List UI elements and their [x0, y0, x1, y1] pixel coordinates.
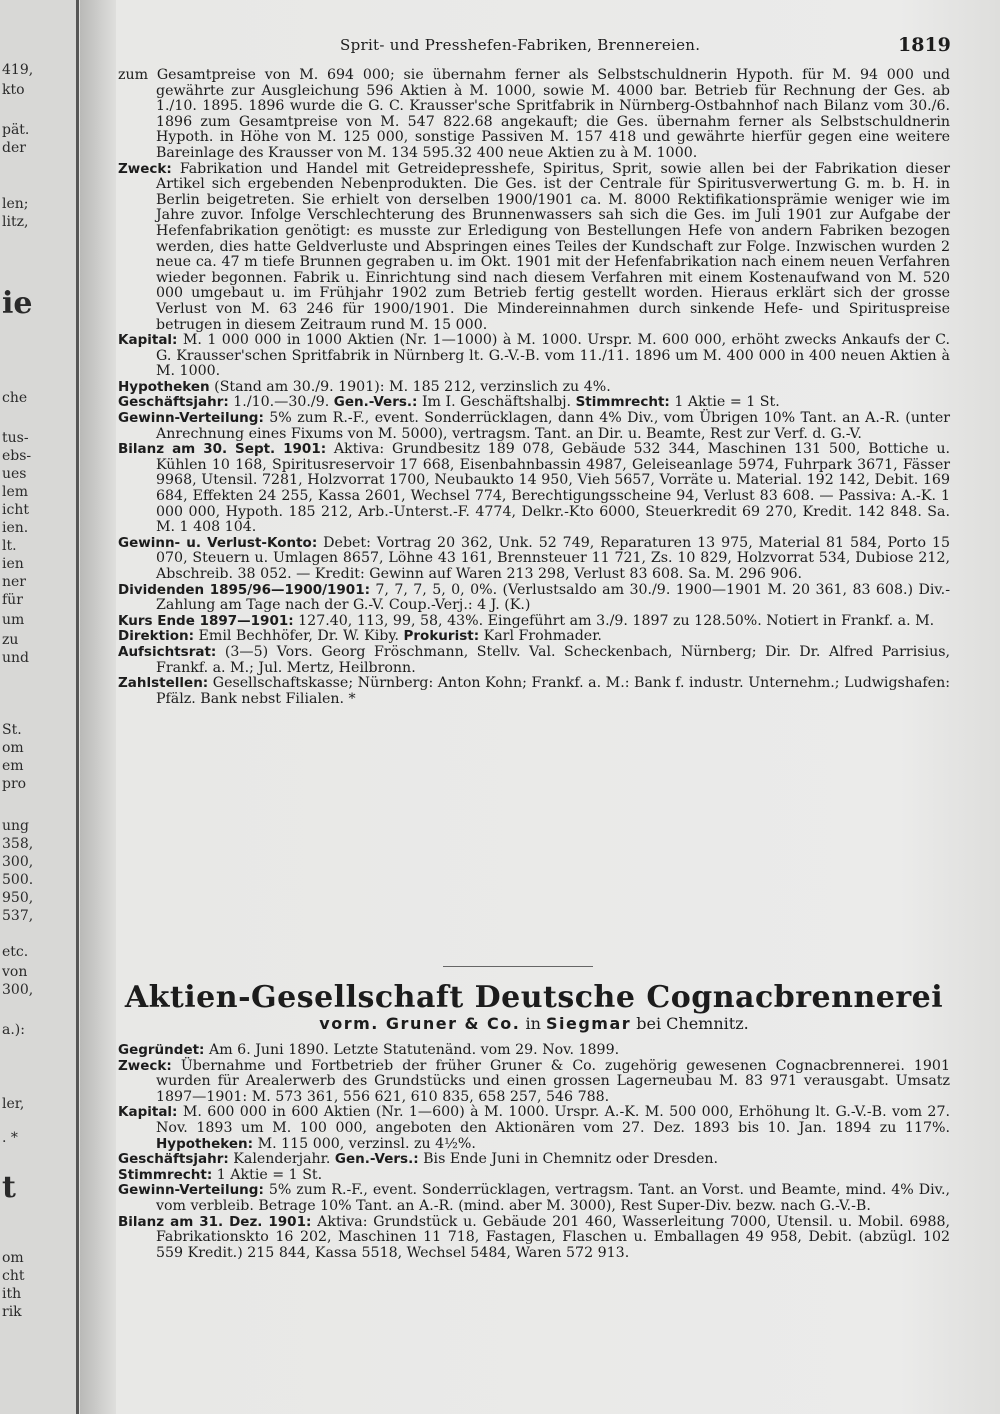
- subtitle-in: in: [525, 1014, 541, 1033]
- gutter-fragment: St.: [2, 722, 22, 738]
- gutter-fragment: litz,: [2, 214, 29, 230]
- gutter-fragment: um: [2, 612, 25, 628]
- gutter-fragment: cht: [2, 1268, 25, 1284]
- geschaeftsjahr-paragraph: Geschäftsjahr: 1./10.—30./9. Gen.-Vers.: Im I. Geschäftshalbj. Stimmrecht: 1 Aktie = 1 St.: [118, 394, 780, 411]
- gutter-fragment: 300,: [2, 854, 34, 870]
- direktion-paragraph: Direktion: Emil Bechhöfer, Dr. W. Kiby. Prokurist: Karl Frohmader.: [118, 628, 602, 645]
- zweck-paragraph: Zweck: Fabrikation und Handel mit Getreidepresshefe, Spiritus, Sprit, sowie allen bei der Fabrikation dieser Artikel sich ergebenden Nebenprodukten. Die Ges. ist der Centrale für Spiritusverwertung G. m. b. H. in Berlin beigetreten. Sie erhielt von derselben 1900/1901 ca. M. 8000 Rektifikationsprämie weniger wie im Jahre zuvor. Infolge Verschlechterung des Brunnenwassers sah sich die Ges. im Juli 1901 zur Aufgabe der Hefenfabrikation genötigt: es musste zur Erledigung von Bestellungen Hefe von andern Fabriken bezogen werden, dies hatte Geldverluste und Abspringen eines Teiles der Kundschaft zur Folge. Inzwischen wurden 2 neue ca. 47 m tiefe Brunnen gegraben u. im Okt. 1901 mit der Hefenfabrikation nach einem neuen Verfahren wieder begonnen. Fabrik u. Einrichtung sind nach diesem Verfahren mit einem Kostenaufwand von M. 520 000 umgebaut u. im Frühjahr 1902 zum Betrieb fertig gestellt worden. Hieraus erklärt sich der grosse Verlust von M. 63 246 für 1900/1901. Die Mindereinnahmen durch sinkende Hefe- und Spirituspreise betrugen in diesem Zeitraum rund M. 15 000.: [118, 160, 950, 333]
- gutter-fragment: che: [2, 390, 28, 406]
- gutter-fragment: 358,: [2, 836, 34, 852]
- gutter-fragment: pro: [2, 776, 27, 792]
- running-header: Sprit- und Presshefen-Fabriken, Brennereien.: [340, 36, 701, 54]
- gutter-fragment: 500.: [2, 872, 34, 888]
- aufsichtsrat-paragraph: Aufsichtsrat: (3—5) Vors. Georg Fröschmann, Stellv. Val. Scheckenbach, Nürnberg; Dir. Dr. Alfred Parrisius, Frankf. a. M.; Jul. Mertz, Heilbronn.: [118, 643, 950, 676]
- gutter-fragment: tus-: [2, 430, 29, 446]
- guv-paragraph: Gewinn- u. Verlust-Konto: Debet: Vortrag 20 362, Unk. 52 749, Reparaturen 13 975, Material 81 584, Porto 15 070, Steuern u. Umlagen 8657, Löhne 43 161, Brennsteuer 11 721, Zs. 10 829, Holzvorrat 534, Dubiose 212, Abschreib. 38 052. — Kredit: Gewinn auf Waren 213 298, Verlust 83 608. Sa. M. 296 906.: [118, 534, 950, 582]
- gutter-fragment: ie: [2, 286, 33, 321]
- gutter-fragment: kto: [2, 82, 25, 98]
- gutter-fragment: 300,: [2, 982, 34, 998]
- hypotheken-paragraph: Hypotheken (Stand am 30./9. 1901): M. 185 212, verzinslich zu 4%.: [118, 378, 611, 395]
- gegruendet-paragraph: Gegründet: Am 6. Juni 1890. Letzte Statutenänd. vom 29. Nov. 1899.: [118, 1042, 620, 1058]
- geschaeftsjahr-paragraph: Geschäftsjahr: Kalenderjahr. Gen.-Vers.: Bis Ende Juni in Chemnitz oder Dresden.: [118, 1151, 719, 1168]
- gutter-fragment: icht: [2, 502, 29, 518]
- gutter-fragment: ebs-: [2, 448, 32, 464]
- left-page-edge: [0, 0, 79, 1414]
- intro-paragraph: zum Gesamtpreise von M. 694 000; sie übernahm ferner als Selbstschuldnerin Hypoth. für M. 94 000 und gewährte zur Ausgleichung 596 Aktien à M. 1000, sowie M. 4000 bar. Betrieb für Rechnung der Ges. ab 1./10. 1895. 1896 wurde die G. C. Krausser'sche Spritfabrik in Nürnberg-Ostbahnhof nach Bilanz vom 30./6. 1896 zum Gesamtpreise von M. 547 822.68 angekauft; die Ges. übernahm ferner als Selbstschuldnerin Hypoth. in Höhe von M. 125 000, sonstige Passiven M. 157 418 und gewährte hierfür gegen eine weitere Bareinlage des Krausser von M. 134 595.32 400 neue Aktien zu à M. 1000.: [118, 67, 950, 161]
- zweck-paragraph: Zweck: Übernahme und Fortbetrieb der früher Gruner & Co. zugehörig gewesenen Cognacbrennerei. 1901 wurden für Arealerwerb des Grundstücks und einen grossen Lagerneubau M. 83 971 verausgabt. Umsatz 1897—1901: M. 573 361, 556 621, 610 835, 658 257, 546 788.: [118, 1057, 950, 1105]
- entry-cognacbrennerei: [118, 1043, 950, 1261]
- entry-continued: [118, 68, 950, 707]
- gutter-fragment: ien: [2, 556, 24, 572]
- gutter-fragment: ues: [2, 466, 27, 482]
- gutter-fragment: rik: [2, 1304, 22, 1320]
- stimmrecht-paragraph: Stimmrecht: 1 Aktie = 1 St.: [118, 1166, 323, 1183]
- gutter-fragment: a.):: [2, 1022, 25, 1038]
- subtitle-former-name: vorm. Gruner & Co.: [319, 1014, 521, 1033]
- kapital-paragraph: Kapital: M. 600 000 in 600 Aktien (Nr. 1—600) à M. 1000. Urspr. A.-K. M. 500 000, Erhöhung lt. G.-V.-B. vom 27. Nov. 1893 um M. 100 000, angeboten den Aktionären vom 27. Dez. 1893 bis 10. Jan. 1894 zu 117%. Hypotheken: M. 115 000, verzinsl. zu 4½%.: [118, 1104, 950, 1152]
- subtitle-place: Siegmar: [545, 1014, 632, 1033]
- gutter-fragment: ler,: [2, 1096, 25, 1112]
- gutter-fragment: ner: [2, 574, 26, 590]
- gutter-fragment: lt.: [2, 538, 17, 554]
- gutter-fragment: von: [2, 964, 28, 980]
- gutter-fragment: om: [2, 1250, 24, 1266]
- bilanz-paragraph: Bilanz am 31. Dez. 1901: Aktiva: Grundstück u. Gebäude 201 460, Wasserleitung 7000, Utensil. u. Mobil. 6988, Fabrikationskto 16 202, Maschinen 11 718, Fastagen, Flaschen u. Emballagen 49 958, Debit. (abzügl. 102 559 Kredit.) 215 844, Kassa 5518, Wechsel 5484, Waren 572 913.: [118, 1213, 951, 1261]
- gutter-fragment: em: [2, 758, 24, 774]
- gutter-fragment: om: [2, 740, 24, 756]
- kurs-paragraph: Kurs Ende 1897—1901: 127.40, 113, 99, 58, 43%. Eingeführt am 3./9. 1897 zu 128.50%. Notiert in Frankf. a. M.: [118, 612, 935, 629]
- gutter-fragment: pät.: [2, 122, 30, 138]
- gutter-fragment: t: [2, 1170, 16, 1205]
- gutter-fragment: ien.: [2, 520, 29, 536]
- gewinn-verteilung-paragraph: Gewinn-Verteilung: 5% zum R.-F., event. Sonderrücklagen, vertragsm. Tant. an Vorst. und Beamte, mind. 4% Div., vom verbleib. Betrage 10% Tant. an A.-R. (mind. aber M. 3000), Rest Super-Div. bezw. nach G.-V.-B.: [118, 1182, 951, 1214]
- company-title: Aktien-Gesellschaft Deutsche Cognacbrennerei: [124, 980, 944, 1015]
- gutter-fragment: 537,: [2, 908, 34, 924]
- gutter-fragment: ung: [2, 818, 29, 834]
- page-fold-shadow: [80, 0, 116, 1414]
- gutter-fragment: len;: [2, 196, 29, 212]
- gutter-fragment: lem: [2, 484, 29, 500]
- gutter-fragment: 419,: [2, 62, 34, 78]
- zahlstellen-paragraph: Zahlstellen: Gesellschaftskasse; Nürnberg: Anton Kohn; Frankf. a. M.: Bank f. industr. Unternehm.; Ludwigshafen: Pfälz. Bank nebst Filialen. *: [118, 675, 950, 707]
- gutter-fragment: 950,: [2, 890, 34, 906]
- kapital-paragraph: Kapital: M. 1 000 000 in 1000 Aktien (Nr. 1—1000) à M. 1000. Urspr. M. 600 000, erhöht zwecks Ankaufs der C. G. Krausser'schen Spritfabrik in Nürnberg lt. G.-V.-B. vom 11./11. 1896 um M. 400 000 in 400 neuen Aktien à M. 1000.: [118, 332, 951, 380]
- gutter-fragment: . *: [2, 1130, 18, 1146]
- company-subtitle: [118, 1014, 950, 1033]
- gutter-fragment: etc.: [2, 944, 29, 960]
- gutter-fragment: der: [2, 140, 26, 156]
- dividenden-paragraph: Dividenden 1895/96—1900/1901: 7, 7, 7, 5, 0, 0%. (Verlustsaldo am 30./9. 1900—1901 M. 20 361, 83 608.) Div.-Zahlung am Tage nach der G.-V. Coup.-Verj.: 4 J. (K.): [118, 581, 950, 614]
- page-number: 1819: [898, 34, 951, 56]
- gutter-fragment: zu: [2, 632, 19, 648]
- gewinn-verteilung-paragraph: Gewinn-Verteilung: 5% zum R.-F., event. Sonderrücklagen, dann 4% Div., vom Übrigen 10% Tant. an A.-R. (unter Anrechnung eines Fixums von M. 5000), vertragsm. Tant. an Dir. u. Beamte, Rest zur Verf. d. G.-V.: [118, 410, 950, 442]
- gutter-fragment: für: [2, 592, 23, 608]
- bilanz-paragraph: Bilanz am 30. Sept. 1901: Aktiva: Grundbesitz 189 078, Gebäude 532 344, Maschinen 131 500, Bottiche u. Kühlen 10 168, Spiritusreservoir 17 668, Eisenbahnbassin 4987, Geleiseanlage 5974, Fuhrpark 3671, Fässer 9968, Utensil. 7281, Holzvorrat 1700, Neubaukto 14 950, Vieh 5657, Vorräte u. Material. 192 142, Debit. 169 684, Effekten 24 255, Kassa 2601, Wechsel 774, Berechtigungsscheine 94, Verlust 83 608. — Passiva: A.-K. 1 000 000, Hypoth. 185 212, Arb.-Unterst.-F. 4774, Delkr.-Kto 6000, Steuerkredit 69 270, Kredit. 142 848. Sa. M. 1 408 104.: [118, 441, 950, 536]
- gutter-fragment: und: [2, 650, 29, 666]
- subtitle-rest: bei Chemnitz.: [636, 1014, 749, 1033]
- section-divider: [443, 966, 593, 967]
- gutter-fragment: ith: [2, 1286, 22, 1302]
